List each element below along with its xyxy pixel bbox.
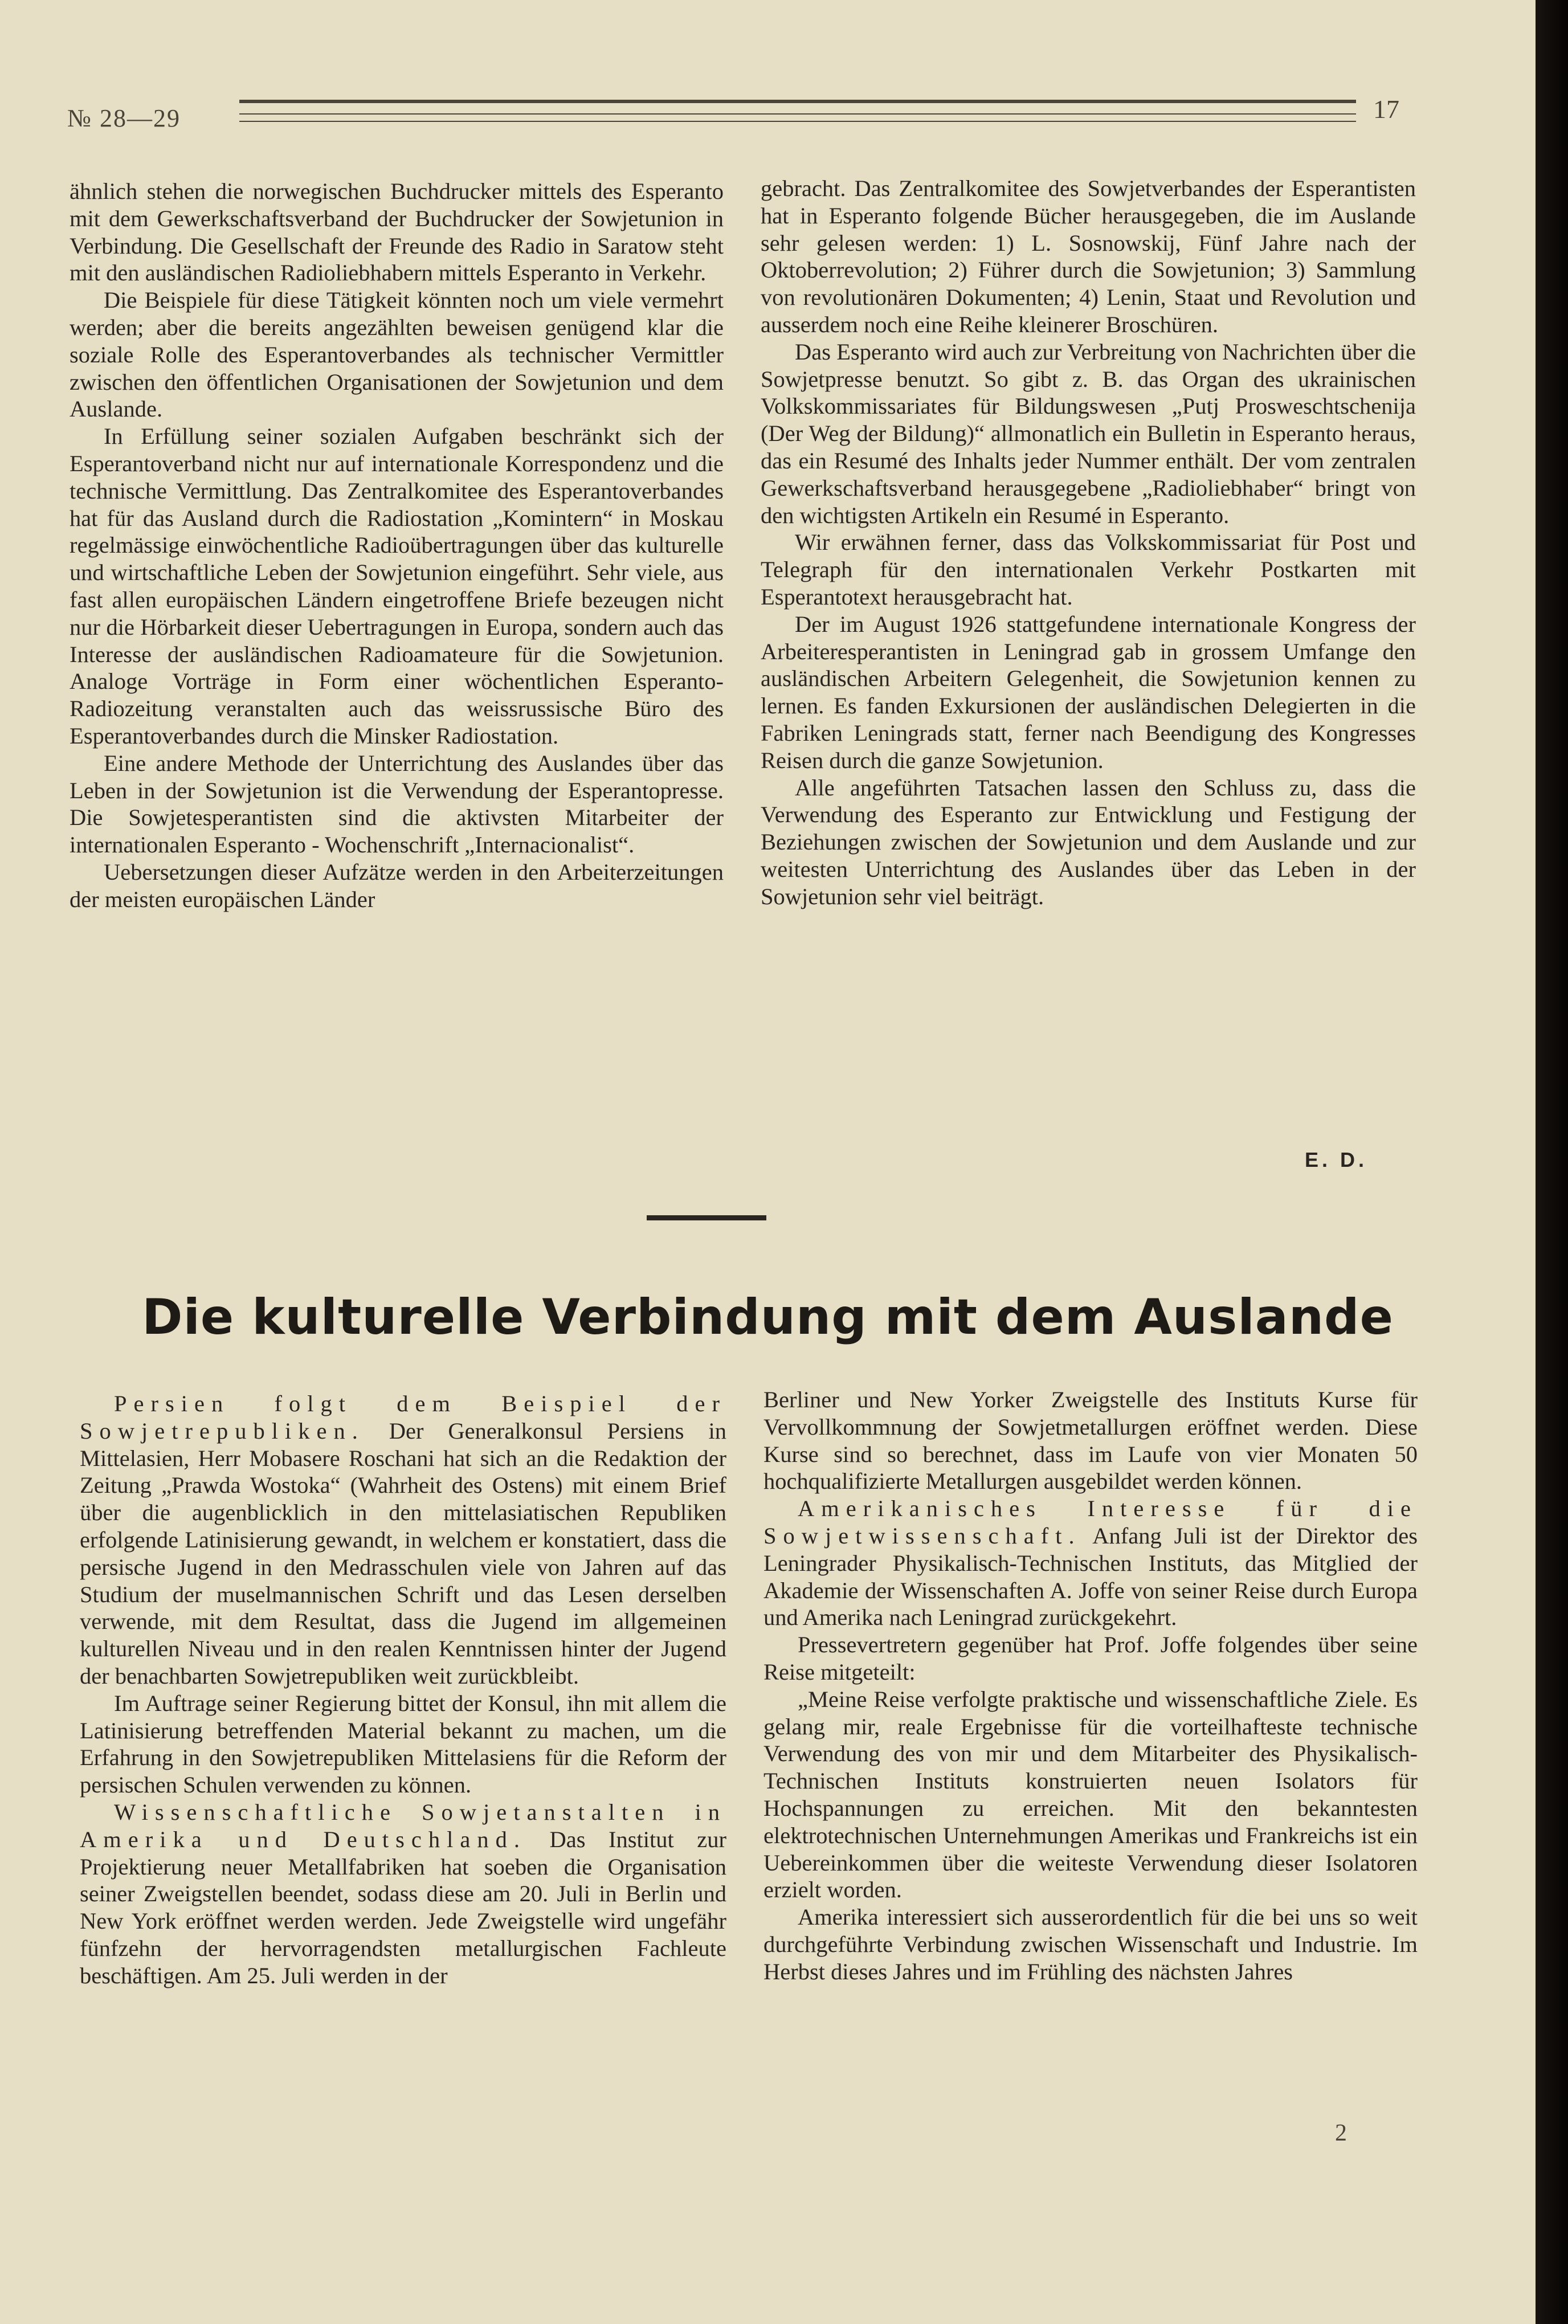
- paragraph-text: Der im August 1926 stattgefundene internationale Kongress der Arbeiteresperantisten in Leningrad gab in grossem Umfange den ausländischen Arbeitern Gelegenheit, die Sowjetunion kennen zu lernen. Es fanden Exkursionen der ausländischen Delegierten in die Fabriken Leningrads statt, ferner nach Beendigung des Kongresses Reisen durch die ganze Sowjetunion.: [761, 611, 1416, 773]
- article1-right-column: [761, 175, 1416, 910]
- paragraph-text: ähnlich stehen die norwegischen Buchdrucker mittels des Esperanto mit dem Gewerkschaftsverband der Buchdrucker der Sowjetunion in Verbindung. Die Gesellschaft der Freunde des Radio in Saratow steht mit den ausländischen Radioliebhabern mittels Esperanto in Verkehr.: [70, 178, 724, 286]
- paragraph-text: Alle angeführten Tatsachen lassen den Schluss zu, dass die Verwendung des Esperanto zur Entwicklung und Festigung der Beziehungen zwischen der Sowjetunion und dem Auslande und zur weitesten Unterrichtung des Auslandes über das Leben in der Sowjetunion sehr viel beiträgt.: [761, 774, 1416, 909]
- paragraph-text: Die Beispiele für diese Tätigkeit könnten noch um viele vermehrt werden; aber die bereits angezählten beweisen genügend klar die soziale Rolle des Esperantoverbandes als technischer Vermittler zwischen den öffentlichen Organisationen der Sowjetunion und dem Auslande.: [70, 287, 724, 422]
- paragraph-text: Berliner und New Yorker Zweigstelle des Instituts Kurse für Vervollkommnung der Sowjetmetallurgen eröffnet werden. Diese Kurse sind so berechnet, dass im Laufe von vier Monaten 50 hochqualifizierte Metallurgen ausgebildet werden können.: [763, 1387, 1418, 1494]
- paragraph-text: Das Esperanto wird auch zur Verbreitung von Nachrichten über die Sowjetpresse benutzt. So gibt z. B. das Organ des ukrainischen Volkskommissariates für Bildungswesen „Putj Prosweschtschenija (Der Weg der Bildung)“ allmonatlich ein Bulletin in Esperanto heraus, das ein Resumé des Inhalts jeder Nummer enthält. Der vom zentralen Gewerkschaftsverband herausgegebene „Radioliebhaber“ bringt von den wichtigsten Artikeln ein Resumé in Esperanto.: [761, 338, 1416, 528]
- paragraph-text: In Erfüllung seiner sozialen Aufgaben beschränkt sich der Esperantoverband nicht nur auf internationale Korrespondenz und die technische Vermittlung. Das Zentralkomitee des Esperantoverbandes hat für das Ausland durch die Radiostation „Komintern“ in Moskau regelmässige einwöchentliche Radioübertragungen über das kulturelle und wirtschaftliche Leben der Sowjetunion eingeführt. Sehr viele, aus fast allen europäischen Ländern eingetroffene Briefe bezeugen nicht nur die Hörbarkeit dieser Uebertragungen in Europa, sondern auch das Interesse der ausländischen Radioamateure für die Sowjetunion. Analoge Vorträge in Form einer wöchentlichen Esperanto-Radiozeitung veranstalten auch das weissrussische Büro des Esperantoverbandes durch die Minsker Radiostation.: [70, 423, 724, 749]
- section-separator: [647, 1215, 766, 1220]
- paragraph: [80, 1390, 726, 1690]
- header-rule-thin: [239, 121, 1356, 122]
- paragraph: [761, 175, 1416, 338]
- paragraph-lead: Amerikanisches Interesse für die Sowjetwissenschaft.: [763, 1496, 1418, 1549]
- paragraph-text: gebracht. Das Zentralkomitee des Sowjetverbandes der Esperantisten hat in Esperanto folgende Bücher herausgegeben, die im Auslande sehr gelesen werden: 1) L. Sosnowskij, Fünf Jahre nach der Oktoberrevolution; 2) Führer durch die Sowjetunion; 3) Sammlung von revolutionären Dokumenten; 4) Lenin, Staat und Revolution und ausserdem noch eine Reihe kleinerer Broschüren.: [761, 175, 1416, 337]
- paragraph: [763, 1495, 1418, 1631]
- paragraph-lead: Wissenschaftliche Sowjetanstalten in Amerika und Deutschland.: [80, 1799, 726, 1852]
- paragraph: [763, 1631, 1418, 1686]
- paragraph-text: Wir erwähnen ferner, dass das Volkskommissariat für Post und Telegraph für den internationalen Verkehr Postkarten mit Esperantotext herausgebracht hat.: [761, 529, 1416, 610]
- paragraph: [761, 611, 1416, 774]
- paragraph: [763, 1386, 1418, 1495]
- paragraph: [80, 1799, 726, 1990]
- paragraph-lead: Persien folgt dem Beispiel der Sowjetrepubliken.: [80, 1391, 726, 1444]
- paragraph: [761, 529, 1416, 610]
- article1-left-column: [70, 178, 724, 913]
- paragraph-text: Amerika interessiert sich ausserordentlich für die bei uns so weit durchgeführte Verbindung zwischen Wissenschaft und Industrie. Im Herbst dieses Jahres und im Frühling des nächsten Jahres: [763, 1904, 1418, 1984]
- article1-signature: E. D.: [1305, 1148, 1368, 1171]
- paragraph-text: Uebersetzungen dieser Aufzätze werden in den Arbeiterzeitungen der meisten europäischen Länder: [70, 859, 724, 912]
- paragraph-text: Anfang Juli ist der Direktor des Leningrader Physikalisch-Technischen Instituts, das Mitglied der Akademie der Wissenschaften A. Joffe von seiner Reise durch Europa und Amerika nach Leningrad zurückgekehrt.: [763, 1522, 1418, 1631]
- paragraph-text: Der Generalkonsul Persiens in Mittelasien, Herr Mobasere Roschani hat sich an die Redaktion der Zeitung „Prawda Wostoka“ (Wahrheit des Ostens) mit einem Brief über die augenblicklich in den mittelasiatischen Republiken erfolgende Latinisierung gewandt, in welchem er konstatiert, dass die persische Jugend in den Medrasschulen viele von Jahren auf das Studium der muselmannischen Schrift und das Lesen derselben verwende, mit dem Resultat, dass die Jugend im allgemeinen kulturellen Niveau und in den realen Kenntnissen hinter der Jugend der benachbarten Sowjetrepubliken weit zurückbleibt.: [80, 1418, 726, 1689]
- paragraph: [70, 750, 724, 859]
- article2-title: Die kulturelle Verbindung mit dem Auslande: [142, 1289, 1394, 1346]
- paragraph: [763, 1686, 1418, 1904]
- paragraph-text: Eine andere Methode der Unterrichtung des Auslandes über das Leben in der Sowjetunion ist die Verwendung der Esperantopresse. Die Sowjetesperantisten sind die aktivsten Mitarbeiter der internationalen Esperanto - Wochenschrift „Internacionalist“.: [70, 750, 724, 858]
- article2-right-column: [763, 1386, 1418, 1986]
- page-edge-shadow: [1536, 0, 1568, 2324]
- paragraph-text: Das Institut zur Projektierung neuer Metallfabriken hat soeben die Organisation seiner Zweigstellen beendet, sodass diese am 20. Juli in Berlin und New York eröffnet werden werden. Jede Zweigstelle wird ungefähr fünfzehn der hervorragendsten metallurgischen Fachleute beschäftigen. Am 25. Juli werden in der: [80, 1826, 726, 1988]
- paragraph: [70, 423, 724, 750]
- paragraph-text: Im Auftrage seiner Regierung bittet der Konsul, ihn mit allem die Latinisierung betreffenden Material bekannt zu machen, um die Erfahrung in den Sowjetrepubliken Mittelasiens für die Reform der persischen Schulen verwenden zu können.: [80, 1690, 726, 1798]
- paragraph: [70, 178, 724, 287]
- paragraph: [761, 338, 1416, 529]
- paragraph: [763, 1904, 1418, 1985]
- paragraph-text: „Meine Reise verfolgte praktische und wissenschaftliche Ziele. Es gelang mir, reale Ergebnisse für die vorteilhafteste technische Verwendung des von mir und dem Mitarbeiter des Physikalisch-Technischen Instituts konstruierten neuen Isolators für Hochspannungen zu erreichen. Mit den bekanntesten elektrotechnischen Unternehmungen Amerikas und Frankreichs ist ein Uebereinkommen über die weiteste Verwendung dieser Isolatoren erzielt worden.: [763, 1686, 1418, 1903]
- paragraph: [70, 287, 724, 423]
- signature-mark: 2: [1335, 2120, 1347, 2146]
- issue-number: № 28—29: [67, 104, 181, 132]
- header-rule: [239, 100, 1356, 115]
- article2-left-column: [80, 1390, 726, 1990]
- paragraph-text: Pressevertretern gegenüber hat Prof. Joffe folgendes über seine Reise mitgeteilt:: [763, 1632, 1418, 1685]
- paragraph: [70, 859, 724, 913]
- paragraph: [80, 1690, 726, 1799]
- page-number: 17: [1373, 95, 1399, 124]
- paragraph: [761, 774, 1416, 910]
